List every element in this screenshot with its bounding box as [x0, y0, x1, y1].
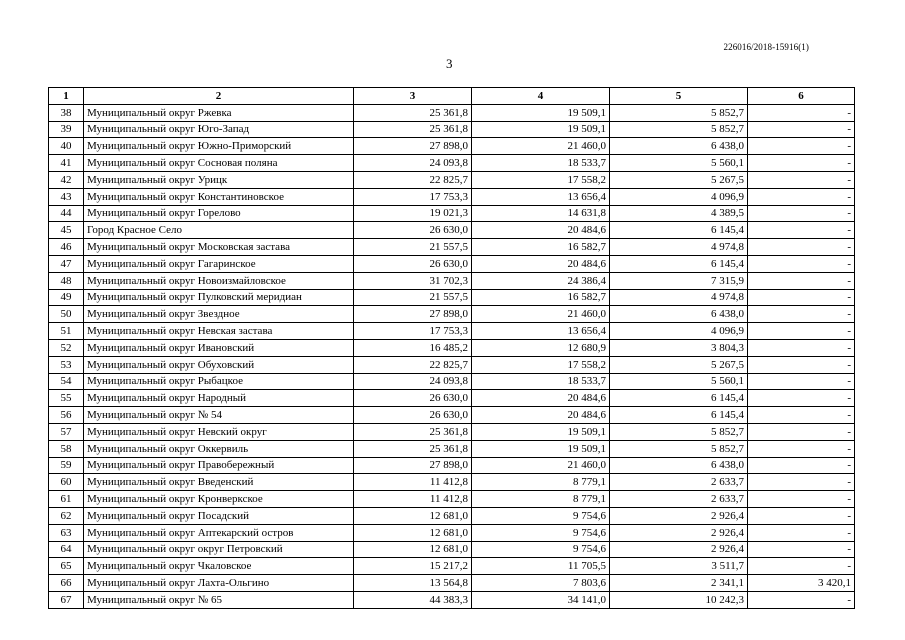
value-col4-cell: 19 509,1 — [472, 121, 610, 138]
table-row — [49, 205, 855, 222]
value-col6-cell: - — [748, 373, 855, 390]
value-col4-cell: 18 533,7 — [472, 373, 610, 390]
value-col4-cell: 8 779,1 — [472, 474, 610, 491]
municipality-name-cell: Муниципальный округ Правобережный — [84, 457, 354, 474]
value-col3-cell: 25 361,8 — [354, 440, 472, 457]
value-col6-cell: - — [748, 558, 855, 575]
value-col6-cell: - — [748, 390, 855, 407]
row-number-cell: 63 — [49, 524, 84, 541]
municipality-name-cell: Муниципальный округ Посадский — [84, 507, 354, 524]
value-col3-cell: 17 753,3 — [354, 323, 472, 340]
value-col5-cell: 6 145,4 — [610, 222, 748, 239]
value-col3-cell: 19 021,3 — [354, 205, 472, 222]
value-col3-cell: 21 557,5 — [354, 239, 472, 256]
value-col6-cell: - — [748, 323, 855, 340]
value-col5-cell: 3 511,7 — [610, 558, 748, 575]
value-col4-cell: 9 754,6 — [472, 524, 610, 541]
value-col5-cell: 2 926,4 — [610, 541, 748, 558]
value-col3-cell: 26 630,0 — [354, 222, 472, 239]
value-col6-cell: - — [748, 474, 855, 491]
municipality-name-cell: Муниципальный округ Чкаловское — [84, 558, 354, 575]
municipality-name-cell: Муниципальный округ Рыбацкое — [84, 373, 354, 390]
value-col5-cell: 6 145,4 — [610, 390, 748, 407]
row-number-cell: 62 — [49, 507, 84, 524]
value-col5-cell: 2 926,4 — [610, 524, 748, 541]
column-header-2: 2 — [84, 88, 354, 105]
row-number-cell: 56 — [49, 407, 84, 424]
table-row — [49, 138, 855, 155]
value-col5-cell: 4 974,8 — [610, 289, 748, 306]
table-row — [49, 507, 855, 524]
municipality-name-cell: Муниципальный округ Московская застава — [84, 239, 354, 256]
value-col5-cell: 5 267,5 — [610, 356, 748, 373]
row-number-cell: 42 — [49, 171, 84, 188]
row-number-cell: 51 — [49, 323, 84, 340]
value-col4-cell: 13 656,4 — [472, 323, 610, 340]
municipality-name-cell: Муниципальный округ Народный — [84, 390, 354, 407]
row-number-cell: 39 — [49, 121, 84, 138]
row-number-cell: 48 — [49, 272, 84, 289]
table-row — [49, 591, 855, 608]
value-col5-cell: 5 852,7 — [610, 121, 748, 138]
row-number-cell: 50 — [49, 306, 84, 323]
row-number-cell: 45 — [49, 222, 84, 239]
value-col5-cell: 5 560,1 — [610, 155, 748, 172]
table-row — [49, 306, 855, 323]
value-col6-cell: - — [748, 171, 855, 188]
row-number-cell: 38 — [49, 104, 84, 121]
municipality-name-cell: Муниципальный округ Ивановский — [84, 339, 354, 356]
row-number-cell: 55 — [49, 390, 84, 407]
table-row — [49, 121, 855, 138]
table-row — [49, 104, 855, 121]
municipality-name-cell: Муниципальный округ Юго-Запад — [84, 121, 354, 138]
row-number-cell: 65 — [49, 558, 84, 575]
value-col4-cell: 14 631,8 — [472, 205, 610, 222]
value-col4-cell: 20 484,6 — [472, 407, 610, 424]
page-number: 3 — [446, 56, 453, 71]
value-col3-cell: 24 093,8 — [354, 155, 472, 172]
municipality-name-cell: Муниципальный округ Аптекарский остров — [84, 524, 354, 541]
value-col4-cell: 9 754,6 — [472, 541, 610, 558]
value-col5-cell: 4 096,9 — [610, 188, 748, 205]
value-col5-cell: 6 145,4 — [610, 407, 748, 424]
municipality-name-cell: Муниципальный округ Южно-Приморский — [84, 138, 354, 155]
table-row — [49, 339, 855, 356]
value-col6-cell: - — [748, 591, 855, 608]
table-row — [49, 407, 855, 424]
value-col3-cell: 27 898,0 — [354, 306, 472, 323]
value-col4-cell: 19 509,1 — [472, 423, 610, 440]
value-col3-cell: 13 564,8 — [354, 575, 472, 592]
value-col4-cell: 11 705,5 — [472, 558, 610, 575]
value-col3-cell: 27 898,0 — [354, 457, 472, 474]
table-row — [49, 356, 855, 373]
table-body — [49, 104, 855, 608]
municipality-name-cell: Муниципальный округ Горелово — [84, 205, 354, 222]
value-col5-cell: 4 389,5 — [610, 205, 748, 222]
row-number-cell: 58 — [49, 440, 84, 457]
table-row — [49, 524, 855, 541]
data-table — [48, 87, 855, 609]
row-number-cell: 59 — [49, 457, 84, 474]
column-header-6: 6 — [748, 88, 855, 105]
value-col5-cell: 5 852,7 — [610, 440, 748, 457]
value-col3-cell: 12 681,0 — [354, 524, 472, 541]
value-col6-cell: - — [748, 507, 855, 524]
row-number-cell: 67 — [49, 591, 84, 608]
municipality-name-cell: Муниципальный округ № 54 — [84, 407, 354, 424]
value-col3-cell: 31 702,3 — [354, 272, 472, 289]
municipality-name-cell: Муниципальный округ округ Петровский — [84, 541, 354, 558]
value-col6-cell: - — [748, 306, 855, 323]
value-col6-cell: - — [748, 272, 855, 289]
table-row — [49, 255, 855, 272]
municipality-name-cell: Муниципальный округ Оккервиль — [84, 440, 354, 457]
municipality-name-cell: Муниципальный округ № 65 — [84, 591, 354, 608]
column-header-3: 3 — [354, 88, 472, 105]
value-col5-cell: 6 145,4 — [610, 255, 748, 272]
row-number-cell: 53 — [49, 356, 84, 373]
value-col6-cell: - — [748, 188, 855, 205]
value-col6-cell: - — [748, 222, 855, 239]
value-col4-cell: 16 582,7 — [472, 239, 610, 256]
value-col4-cell: 7 803,6 — [472, 575, 610, 592]
value-col4-cell: 24 386,4 — [472, 272, 610, 289]
table-row — [49, 558, 855, 575]
municipality-name-cell: Муниципальный округ Гагаринское — [84, 255, 354, 272]
value-col4-cell: 20 484,6 — [472, 255, 610, 272]
municipality-name-cell: Муниципальный округ Новоизмайловское — [84, 272, 354, 289]
value-col3-cell: 17 753,3 — [354, 188, 472, 205]
municipality-name-cell: Муниципальный округ Урицк — [84, 171, 354, 188]
value-col3-cell: 26 630,0 — [354, 407, 472, 424]
municipality-name-cell: Муниципальный округ Лахта-Ольгино — [84, 575, 354, 592]
municipality-name-cell: Муниципальный округ Ржевка — [84, 104, 354, 121]
value-col5-cell: 3 804,3 — [610, 339, 748, 356]
table-row — [49, 289, 855, 306]
value-col5-cell: 4 974,8 — [610, 239, 748, 256]
municipality-name-cell: Город Красное Село — [84, 222, 354, 239]
row-number-cell: 54 — [49, 373, 84, 390]
value-col4-cell: 34 141,0 — [472, 591, 610, 608]
value-col3-cell: 27 898,0 — [354, 138, 472, 155]
row-number-cell: 57 — [49, 423, 84, 440]
value-col3-cell: 15 217,2 — [354, 558, 472, 575]
value-col5-cell: 7 315,9 — [610, 272, 748, 289]
value-col5-cell: 2 341,1 — [610, 575, 748, 592]
value-col6-cell: - — [748, 407, 855, 424]
value-col4-cell: 19 509,1 — [472, 104, 610, 121]
value-col6-cell: - — [748, 138, 855, 155]
row-number-cell: 41 — [49, 155, 84, 172]
value-col6-cell: 3 420,1 — [748, 575, 855, 592]
table-row — [49, 171, 855, 188]
value-col6-cell: - — [748, 155, 855, 172]
table-row — [49, 491, 855, 508]
value-col4-cell: 19 509,1 — [472, 440, 610, 457]
value-col3-cell: 25 361,8 — [354, 121, 472, 138]
value-col6-cell: - — [748, 289, 855, 306]
value-col6-cell: - — [748, 423, 855, 440]
value-col5-cell: 5 267,5 — [610, 171, 748, 188]
value-col6-cell: - — [748, 239, 855, 256]
value-col4-cell: 21 460,0 — [472, 457, 610, 474]
value-col5-cell: 2 633,7 — [610, 474, 748, 491]
table-row — [49, 457, 855, 474]
value-col6-cell: - — [748, 104, 855, 121]
table-row — [49, 474, 855, 491]
value-col6-cell: - — [748, 339, 855, 356]
municipality-name-cell: Муниципальный округ Невский округ — [84, 423, 354, 440]
value-col4-cell: 21 460,0 — [472, 306, 610, 323]
value-col5-cell: 2 926,4 — [610, 507, 748, 524]
value-col3-cell: 22 825,7 — [354, 356, 472, 373]
value-col3-cell: 44 383,3 — [354, 591, 472, 608]
table-row — [49, 373, 855, 390]
table-header-row — [49, 88, 855, 105]
value-col6-cell: - — [748, 491, 855, 508]
value-col3-cell: 21 557,5 — [354, 289, 472, 306]
value-col4-cell: 20 484,6 — [472, 390, 610, 407]
table-header — [49, 88, 855, 105]
column-header-5: 5 — [610, 88, 748, 105]
table-row — [49, 188, 855, 205]
table-row — [49, 440, 855, 457]
value-col5-cell: 5 560,1 — [610, 373, 748, 390]
value-col5-cell: 6 438,0 — [610, 457, 748, 474]
value-col4-cell: 20 484,6 — [472, 222, 610, 239]
value-col3-cell: 26 630,0 — [354, 390, 472, 407]
row-number-cell: 46 — [49, 239, 84, 256]
row-number-cell: 44 — [49, 205, 84, 222]
municipality-name-cell: Муниципальный округ Обуховский — [84, 356, 354, 373]
value-col3-cell: 24 093,8 — [354, 373, 472, 390]
row-number-cell: 49 — [49, 289, 84, 306]
table-row — [49, 239, 855, 256]
municipality-name-cell: Муниципальный округ Кронверкское — [84, 491, 354, 508]
document-id: 226016/2018-15916(1) — [723, 42, 809, 52]
value-col5-cell: 10 242,3 — [610, 591, 748, 608]
value-col5-cell: 5 852,7 — [610, 104, 748, 121]
row-number-cell: 60 — [49, 474, 84, 491]
table-row — [49, 390, 855, 407]
municipality-name-cell: Муниципальный округ Сосновая поляна — [84, 155, 354, 172]
table-row — [49, 272, 855, 289]
row-number-cell: 61 — [49, 491, 84, 508]
municipality-name-cell: Муниципальный округ Пулковский меридиан — [84, 289, 354, 306]
value-col4-cell: 9 754,6 — [472, 507, 610, 524]
value-col4-cell: 21 460,0 — [472, 138, 610, 155]
value-col4-cell: 17 558,2 — [472, 171, 610, 188]
row-number-cell: 66 — [49, 575, 84, 592]
column-header-4: 4 — [472, 88, 610, 105]
value-col4-cell: 12 680,9 — [472, 339, 610, 356]
row-number-cell: 64 — [49, 541, 84, 558]
value-col5-cell: 2 633,7 — [610, 491, 748, 508]
municipality-name-cell: Муниципальный округ Невская застава — [84, 323, 354, 340]
value-col3-cell: 12 681,0 — [354, 507, 472, 524]
table-row — [49, 222, 855, 239]
value-col6-cell: - — [748, 121, 855, 138]
table-row — [49, 575, 855, 592]
row-number-cell: 43 — [49, 188, 84, 205]
value-col4-cell: 17 558,2 — [472, 356, 610, 373]
row-number-cell: 52 — [49, 339, 84, 356]
value-col3-cell: 25 361,8 — [354, 423, 472, 440]
value-col6-cell: - — [748, 356, 855, 373]
value-col4-cell: 16 582,7 — [472, 289, 610, 306]
value-col4-cell: 8 779,1 — [472, 491, 610, 508]
value-col3-cell: 22 825,7 — [354, 171, 472, 188]
row-number-cell: 47 — [49, 255, 84, 272]
value-col6-cell: - — [748, 255, 855, 272]
value-col3-cell: 11 412,8 — [354, 474, 472, 491]
value-col5-cell: 5 852,7 — [610, 423, 748, 440]
value-col6-cell: - — [748, 205, 855, 222]
column-header-1: 1 — [49, 88, 84, 105]
value-col3-cell: 11 412,8 — [354, 491, 472, 508]
value-col6-cell: - — [748, 440, 855, 457]
table-row — [49, 541, 855, 558]
value-col5-cell: 6 438,0 — [610, 138, 748, 155]
municipality-name-cell: Муниципальный округ Константиновское — [84, 188, 354, 205]
row-number-cell: 40 — [49, 138, 84, 155]
value-col6-cell: - — [748, 541, 855, 558]
value-col6-cell: - — [748, 457, 855, 474]
table-row — [49, 423, 855, 440]
value-col5-cell: 6 438,0 — [610, 306, 748, 323]
table-row — [49, 323, 855, 340]
municipality-name-cell: Муниципальный округ Звездное — [84, 306, 354, 323]
municipality-name-cell: Муниципальный округ Введенский — [84, 474, 354, 491]
value-col3-cell: 12 681,0 — [354, 541, 472, 558]
value-col6-cell: - — [748, 524, 855, 541]
table-row — [49, 155, 855, 172]
value-col4-cell: 18 533,7 — [472, 155, 610, 172]
value-col3-cell: 16 485,2 — [354, 339, 472, 356]
value-col3-cell: 25 361,8 — [354, 104, 472, 121]
value-col4-cell: 13 656,4 — [472, 188, 610, 205]
value-col3-cell: 26 630,0 — [354, 255, 472, 272]
value-col5-cell: 4 096,9 — [610, 323, 748, 340]
